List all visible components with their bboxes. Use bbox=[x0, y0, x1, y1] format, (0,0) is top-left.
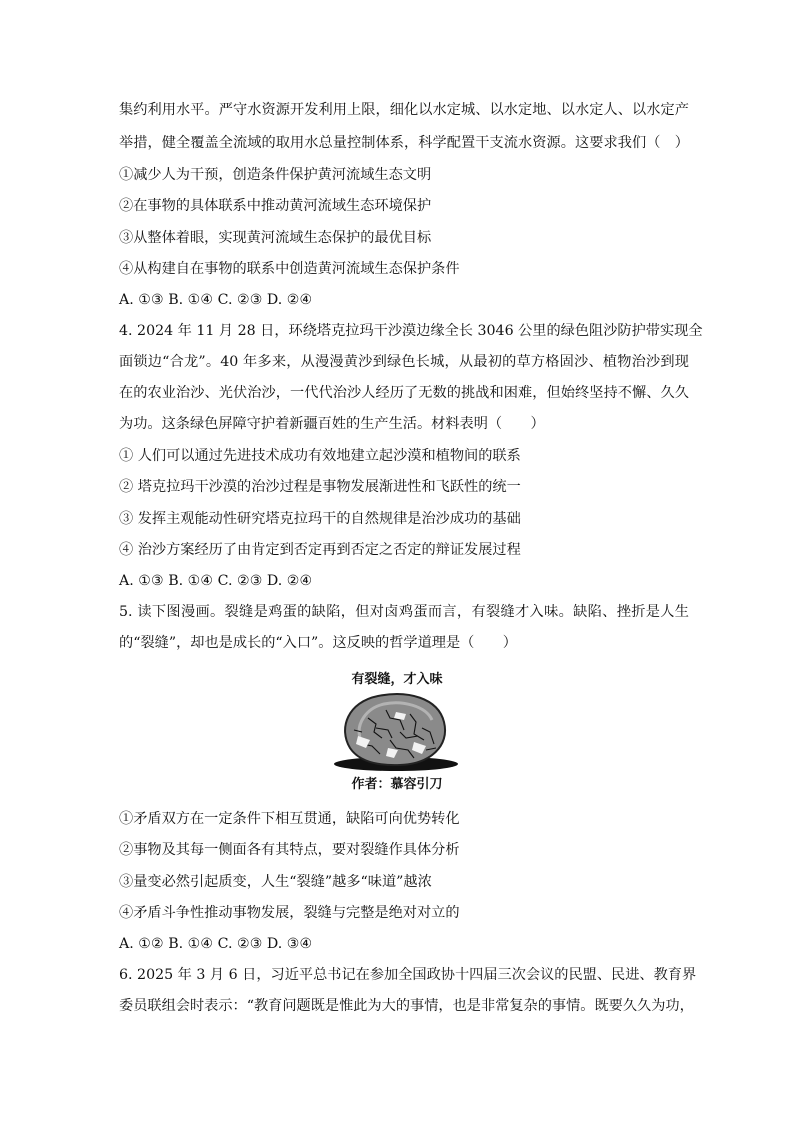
q4-stem-line3: 在的农业治沙、光伏治沙，一代代治沙人经历了无数的挑战和困难，但始终坚持不懈、久久 bbox=[119, 385, 689, 401]
q4-answer-choices: A. ①③ B. ①④ C. ②③ D. ②④ bbox=[119, 573, 313, 589]
q4-stem-line2: 面锁边“合龙”。40 年多来，从漫漫黄沙到绿色长城，从最初的草方格固沙、植物治沙到现 bbox=[119, 354, 689, 370]
q5-stem-line2: 的“裂缝”，却也是成长的“入口”。这反映的哲学道理是（ ） bbox=[119, 635, 517, 651]
q5-option-1: ①矛盾双方在一定条件下相互贯通，缺陷可向优势转化 bbox=[119, 811, 460, 827]
q3-answer-choices: A. ①③ B. ①④ C. ②③ D. ②④ bbox=[119, 292, 313, 308]
q5-answer-choices: A. ①② B. ①④ C. ②③ D. ③④ bbox=[119, 936, 313, 952]
cartoon-author: 作者：慕容引刀 bbox=[351, 777, 443, 792]
q3-option-2: ②在事物的具体联系中推动黄河流域生态环境保护 bbox=[119, 198, 432, 214]
q4-option-3: ③ 发挥主观能动性研究塔克拉玛干的自然规律是治沙成功的基础 bbox=[119, 511, 521, 527]
q5-stem-line1: 5. 读下图漫画。裂缝是鸡蛋的缺陷，但对卤鸡蛋而言，有裂缝才入味。缺陷、挫折是人生 bbox=[119, 604, 689, 620]
q4-stem-line1: 4. 2024 年 11 月 28 日，环绕塔克拉玛干沙漠边缘全长 3046 公里的绿色阻沙防护带实现全 bbox=[119, 323, 703, 339]
q3-option-3: ③从整体着眼，实现黄河流域生态保护的最优目标 bbox=[119, 230, 432, 246]
q3-stem-line1: 集约利用水平。严守水资源开发利用上限，细化以水定城、以水定地、以水定人、以水定产 bbox=[119, 102, 689, 118]
q5-option-4: ④矛盾斗争性推动事物发展，裂缝与完整是绝对对立的 bbox=[119, 905, 460, 921]
q5-option-3: ③量变必然引起质变，人生“裂缝”越多“味道”越浓 bbox=[119, 874, 432, 890]
cracked-egg-cartoon bbox=[330, 688, 460, 772]
q3-option-4: ④从构建自在事物的联系中创造黄河流域生态保护条件 bbox=[119, 261, 460, 277]
q6-stem-line2: 委员联组会时表示：“教育问题既是惟此为大的事情，也是非常复杂的事情。既要久久为功， bbox=[119, 998, 694, 1014]
q4-option-1: ① 人们可以通过先进技术成功有效地建立起沙漠和植物间的联系 bbox=[119, 448, 521, 464]
q6-stem-line1: 6. 2025 年 3 月 6 日，习近平总书记在参加全国政协十四届三次会议的民盟、民进、教育界 bbox=[119, 967, 697, 983]
cartoon-title: 有裂缝，才入味 bbox=[351, 672, 443, 687]
q3-stem-line2: 举措，健全覆盖全流域的取用水总量控制体系，科学配置干支流水资源。这要求我们（ ） bbox=[119, 135, 689, 151]
q4-option-4: ④ 治沙方案经历了由肯定到否定再到否定之否定的辩证发展过程 bbox=[119, 542, 521, 558]
q4-option-2: ② 塔克拉玛干沙漠的治沙过程是事物发展渐进性和飞跃性的统一 bbox=[119, 479, 521, 495]
q5-option-2: ②事物及其每一侧面各有其特点，要对裂缝作具体分析 bbox=[119, 842, 460, 858]
q4-stem-line4: 为功。这条绿色屏障守护着新疆百姓的生产生活。材料表明（ ） bbox=[119, 416, 545, 432]
q3-option-1: ①减少人为干预，创造条件保护黄河流域生态文明 bbox=[119, 167, 432, 183]
